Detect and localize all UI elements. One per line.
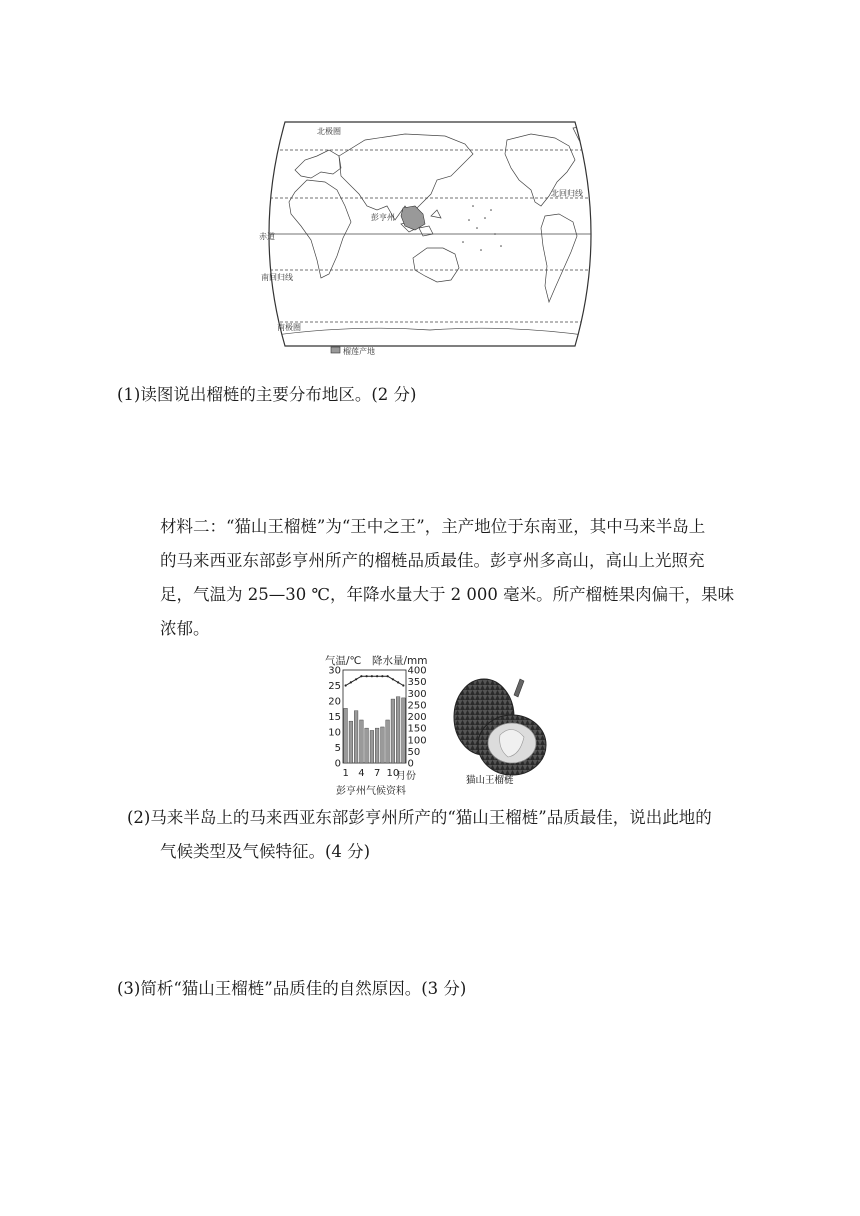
tropic-cancer-label: 北回归线 [551, 189, 583, 198]
temp-point [345, 684, 347, 686]
temp-point [392, 678, 394, 680]
material2-line2: 的马来西亚东部彭亨州所产的榴梿品质最佳。彭亨州多高山，高山上光照充 [160, 551, 705, 570]
precip-bar [344, 708, 348, 763]
temp-point [366, 675, 368, 677]
antarctic-label: 南极圈 [277, 323, 301, 332]
question-2-line1: (2)马来半岛上的马来西亚东部彭亨州所产的“猫山王榴梿”品质最佳，说出此地的 [127, 808, 712, 827]
precip-tick-label: 100 [407, 735, 427, 747]
precip-tick-label: 0 [407, 758, 414, 770]
precip-bar [391, 699, 395, 763]
material2-line4: 浓郁。 [160, 619, 210, 638]
temp-point [376, 675, 378, 677]
precip-bar [402, 698, 406, 763]
precip-tick-label: 150 [407, 723, 427, 735]
question-2-line2: 气候类型及气候特征。(4 分) [160, 842, 371, 861]
temp-tick-label: 10 [328, 727, 341, 739]
precip-bar [349, 721, 353, 763]
temp-point [371, 675, 373, 677]
precip-bar [375, 728, 379, 763]
precip-bar [386, 720, 390, 763]
arctic-label: 北极圈 [317, 127, 341, 136]
x-axis-label: 月份 [396, 771, 416, 782]
precip-bar [370, 730, 374, 763]
temp-point [397, 681, 399, 683]
durian-photo [450, 665, 550, 785]
climate-chart [318, 652, 428, 798]
legend-label: 榴莲产地 [343, 347, 375, 356]
precip-tick-label: 250 [407, 700, 427, 712]
temperature-line [346, 676, 404, 685]
temp-point [387, 675, 389, 677]
chart-title: 彭亨州气候资料 [336, 786, 406, 797]
material2-line3: 足，气温为 25—30 ℃，年降水量大于 2 000 毫米。所产榴梿果肉偏干，果味 [160, 585, 735, 604]
precip-bar [396, 697, 400, 763]
penang-label: 彭亨州 [371, 213, 395, 222]
durian-stem [514, 679, 524, 697]
temp-tick-label: 15 [328, 712, 341, 723]
precip-tick-label: 350 [407, 677, 427, 689]
legend-swatch [331, 347, 340, 353]
temp-tick-label: 25 [328, 681, 341, 692]
temp-axis-label: 气温/℃ [325, 655, 362, 667]
precip-tick-label: 200 [407, 712, 427, 723]
question-1: (1)读图说出榴梿的主要分布地区。(2 分) [117, 385, 417, 404]
world-map [255, 110, 605, 360]
material2-line1: 材料二：“猫山王榴梿”为“王中之王”，主产地位于东南亚，其中马来半岛上 [160, 517, 706, 536]
temp-point [355, 678, 357, 680]
month-tick-label: 10 [386, 768, 400, 779]
month-tick-label: 4 [358, 768, 365, 779]
precip-bar [365, 728, 369, 763]
precip-tick-label: 300 [407, 688, 427, 700]
month-tick-label: 7 [373, 768, 381, 779]
precip-tick-label: 400 [407, 665, 427, 677]
precip-bar [354, 711, 358, 763]
temp-tick-label: 5 [334, 743, 341, 754]
month-tick-label: 1 [342, 768, 349, 779]
temp-point [350, 681, 352, 683]
question-3: (3)简析“猫山王榴梿”品质佳的自然原因。(3 分) [117, 979, 467, 998]
precip-tick-label: 50 [407, 746, 421, 758]
tropic-capricorn-label: 南回归线 [261, 273, 293, 282]
equator-label: 赤道 [259, 232, 275, 241]
precip-axis-label: 降水量/mm [372, 655, 428, 667]
temp-tick-label: 20 [328, 696, 341, 708]
temp-point [402, 684, 404, 686]
precip-bar [381, 727, 385, 763]
temp-tick-label: 0 [334, 758, 341, 770]
temp-point [381, 675, 383, 677]
temp-point [360, 675, 362, 677]
temp-tick-label: 30 [328, 665, 341, 677]
precip-bar [360, 720, 364, 763]
durian-caption: 猫山王榴梿 [466, 775, 514, 785]
